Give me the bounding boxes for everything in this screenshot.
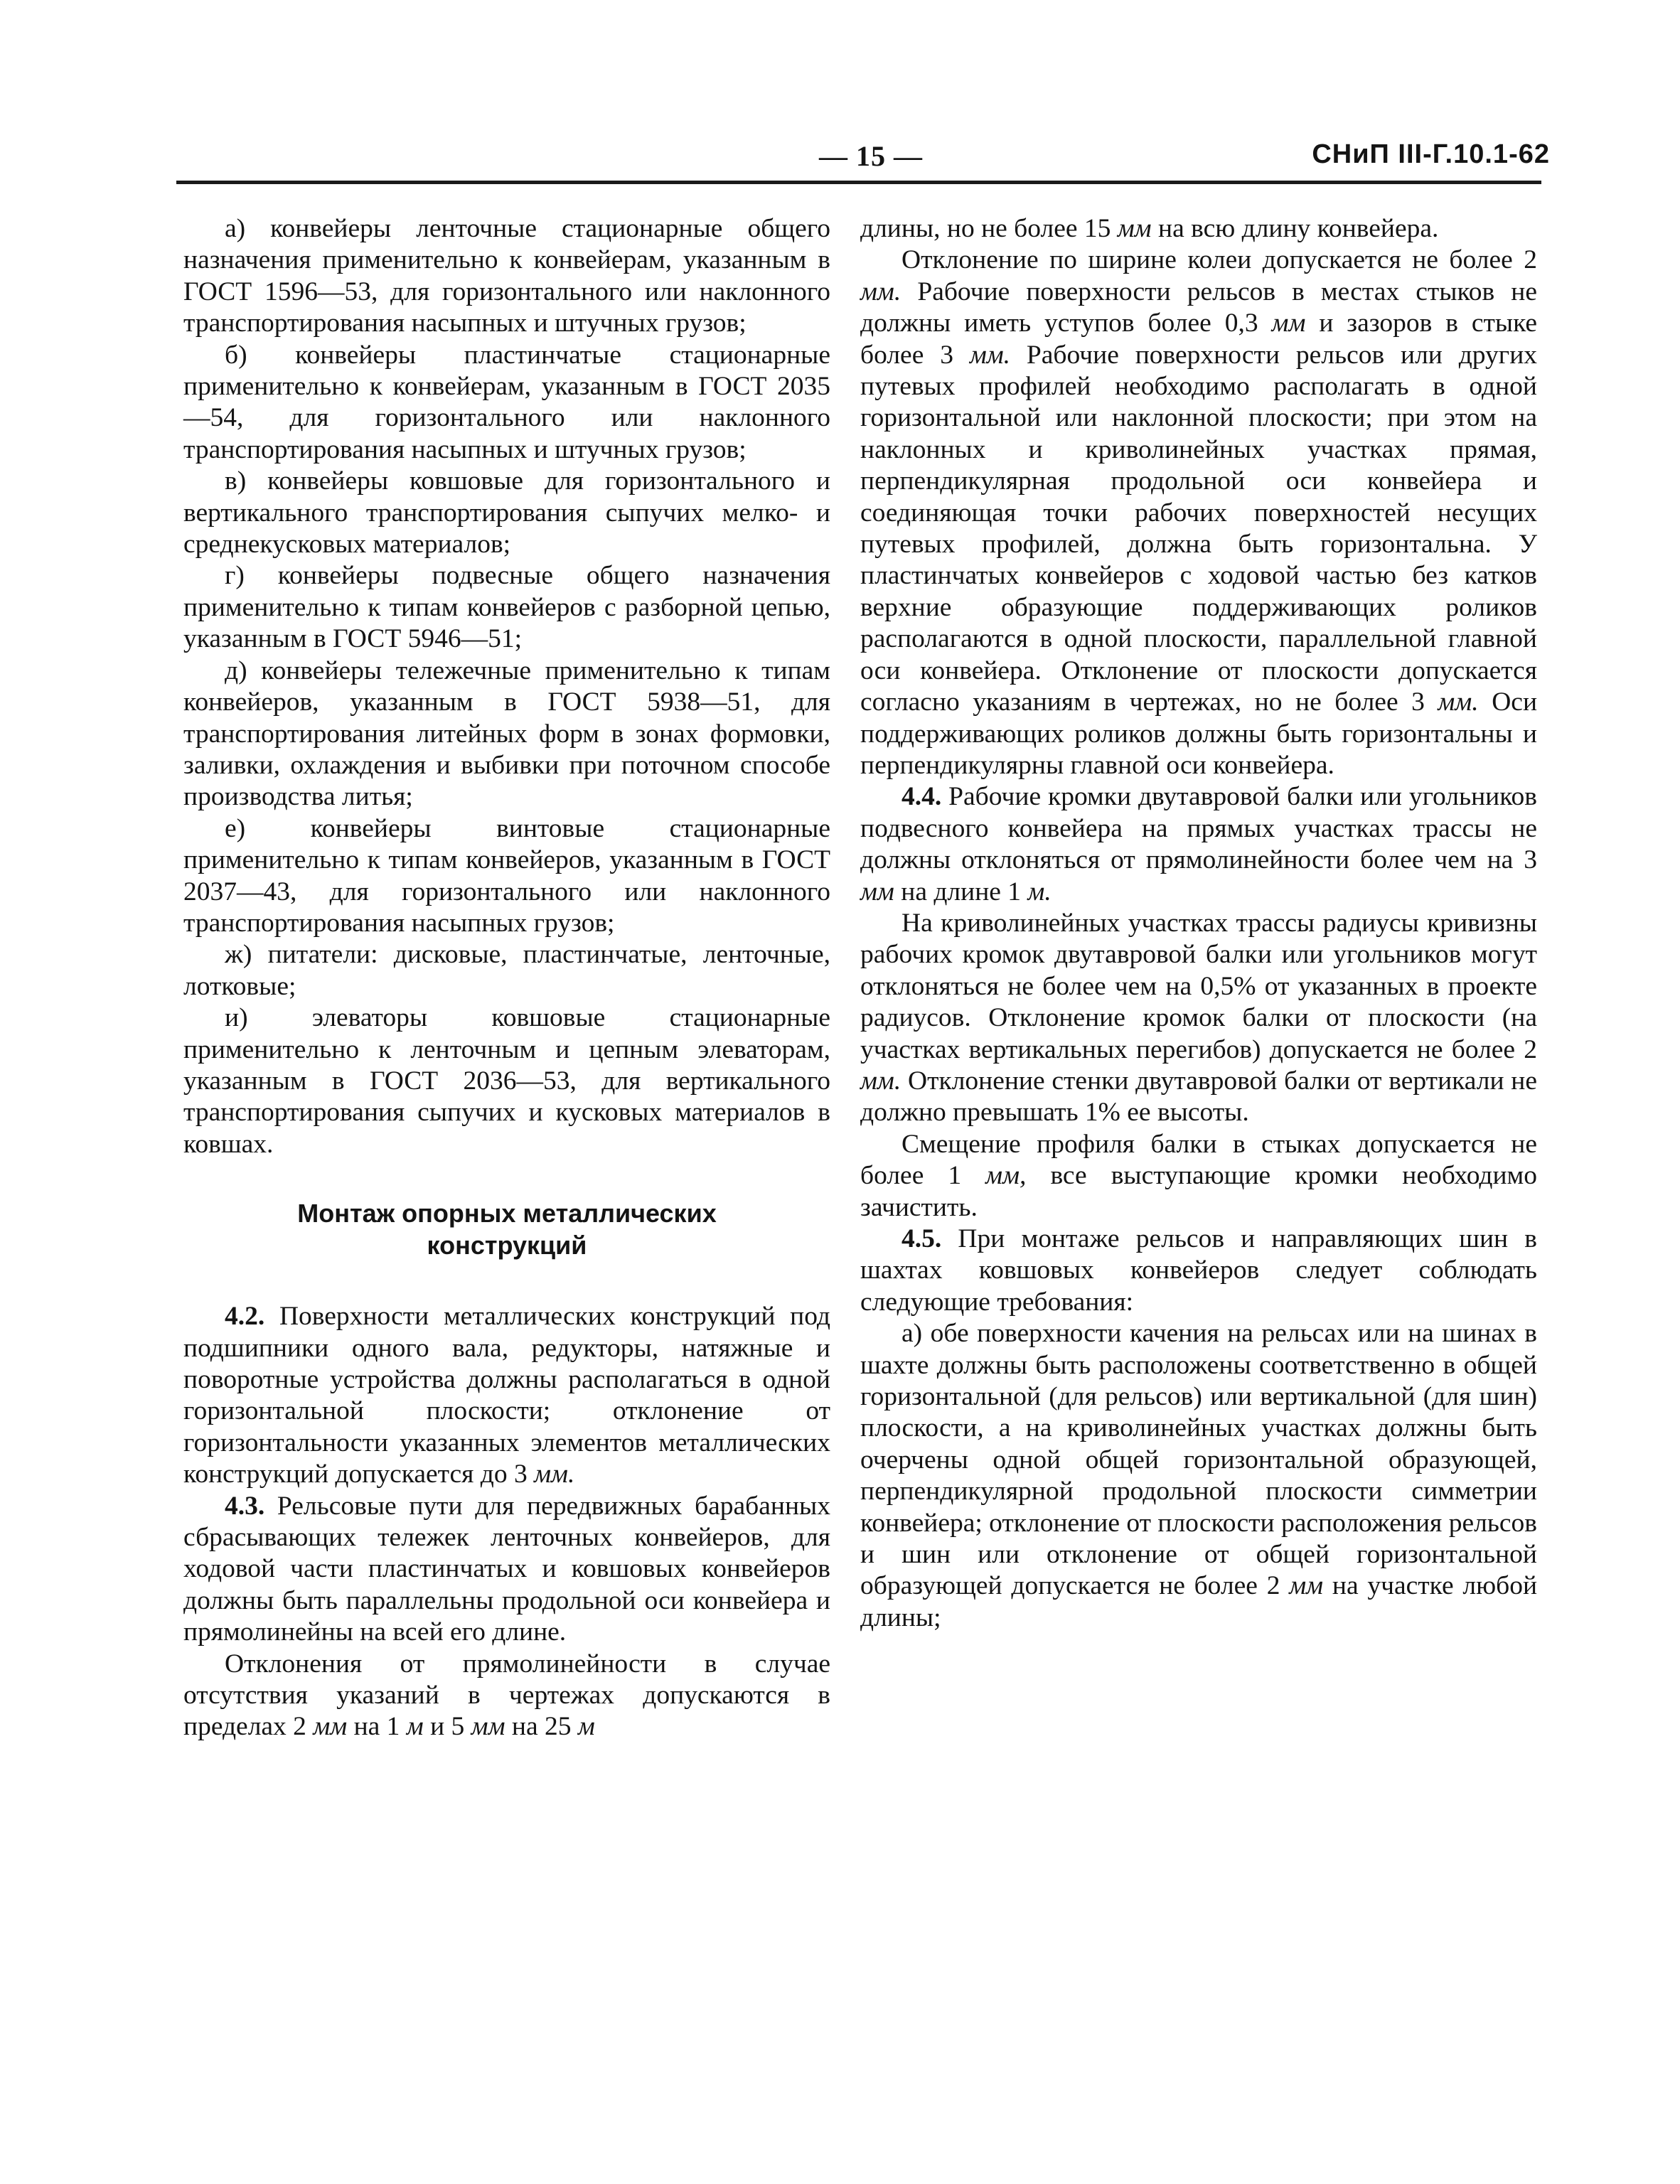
paragraph-text: Рабочие поверхности рельсов или других путевых профилей необходимо располагать в одной горизонтальной или наклонной плоскости; при этом на наклонных и криволинейных участках прямая, перпендикулярная продольной оси конвейера и соединяющая точки рабочих поверхностей несущих путевых профилей, должна быть горизонтальна. У пластинчатых конвейеров с ходовой частью без катков верхние образующие поддерживающих роликов располагаются в одной плоскости, параллельной главной оси конвейера. Отклонение от плоскости допускается согласно указаниям в чертежах, но не более 3	[860, 340, 1538, 717]
paragraph-4-2	[183, 1301, 830, 1490]
list-item: в) конвейеры ковшовые для горизонтального и вертикального транспортирования сыпучих мелко- и среднекусковых материалов;	[183, 466, 830, 560]
document-code: СНиП III-Г.10.1-62	[1312, 139, 1550, 169]
paragraph-4-4	[860, 781, 1537, 908]
paragraph-text: Отклонения от прямолинейности в случае отсутствия указаний в чертежах допускаются в пределах 2	[183, 1649, 830, 1742]
paragraph-text: на всю длину конвейера.	[1158, 214, 1439, 243]
paragraph-text: Поверхности металлических конструкций под подшипники одного вала, редукторы, натяжные и поворотные устройства должны располагаться в одной горизонтальной плоскости; отклонение от горизонтальности указанных элементов металлических конструкций допускается до 3	[183, 1302, 830, 1489]
unit-label: м	[577, 1712, 595, 1742]
unit-label: мм	[1271, 309, 1306, 338]
unit-label: мм.	[969, 340, 1011, 370]
page-header	[178, 139, 1564, 182]
paragraph-text: а) обе поверхности качения на рельсах или на шинах в шахте должны быть расположены соответственно в общей горизонтальной (для рельсов) или вертикальной (для шин) плоскости, а на криволинейных участках должны быть очерчены одной общей горизонтальной образующей, перпендикулярной продольной плоскости симметрии конвейера; отклонение от плоскости расположения рельсов и шин или отклонение от общей горизонтальной образующей допускается не более 2	[860, 1319, 1537, 1601]
list-item: а) конвейеры ленточные стационарные общего назначения применительно к конвейерам, указанным в ГОСТ 1596—53, для горизонтального или наклонного транспортирования насыпных и штучных грузов;	[183, 214, 830, 338]
paragraph-shift	[860, 1129, 1537, 1224]
unit-label: м.	[1027, 877, 1052, 906]
list-item: б) конвейеры пластинчатые стационарные применительно к конвейерам, указанным в ГОСТ 2035—54, для горизонтального или наклонного транспортирования насыпных и штучных грузов;	[183, 340, 830, 464]
clause-number: 4.2.	[225, 1302, 265, 1332]
paragraph-text: на 25	[511, 1712, 572, 1742]
paragraph-text: При монтаже рельсов и направляющих шин в шахтах ковшовых конвейеров следует соблюдать следующие требования:	[860, 1224, 1537, 1317]
list-item: г) конвейеры подвесные общего назначения применительно к типам конвейеров с разборной цепью, указанным в ГОСТ 5946—51;	[183, 561, 830, 654]
left-column	[183, 213, 830, 1743]
paragraph-text: и зазоров в стыке более 3	[860, 309, 1537, 370]
section-heading: Монтаж опорных металлических конструкций	[297, 1199, 717, 1260]
header-divider	[176, 181, 1541, 184]
paragraph-text: все выступающие кромки необходимо зачистить.	[860, 1161, 1538, 1222]
unit-label: мм.	[860, 277, 901, 306]
unit-label: мм	[471, 1712, 505, 1742]
clause-number: 4.5.	[901, 1224, 942, 1253]
list-item: и) элеваторы ковшовые стационарные применительно к ленточным и цепным элеваторам, указанным в ГОСТ 2036—53, для вертикального транспортирования сыпучих и кусковых материалов в ковшах.	[183, 1003, 830, 1159]
paragraph-4-3	[183, 1491, 830, 1649]
paragraph-text: Рабочие кромки двутавровой балки или угольников подвесного конвейера на прямых участках трассы не должны отклоняться от прямолинейности более чем на 3	[860, 782, 1537, 875]
paragraph-text: на длине 1	[901, 877, 1022, 906]
clause-number: 4.3.	[225, 1491, 265, 1521]
paragraph-gauge	[860, 245, 1537, 781]
clause-number: 4.4.	[901, 782, 942, 812]
paragraph-text: Отклонение по ширине колеи допускается не более 2	[901, 245, 1537, 275]
paragraph-text: Смещение профиля балки в стыках допускается не более 1	[860, 1129, 1537, 1191]
paragraph-text: и 5	[430, 1712, 465, 1742]
paragraph-4-5	[860, 1224, 1537, 1318]
unit-label: мм.	[1438, 687, 1479, 717]
paragraph-text: на участке любой длины;	[860, 1571, 1538, 1632]
right-column	[860, 213, 1537, 1634]
paragraph-deviation	[183, 1649, 830, 1743]
paragraph-curves	[860, 908, 1537, 1129]
paragraph-text: на 1	[353, 1712, 400, 1742]
paragraph-text: Оси поддерживающих роликов должны быть горизонтальны и перпендикулярны главной оси конвейера.	[860, 687, 1538, 780]
paragraph-text: Рабочие поверхности рельсов в местах стыков не должны иметь уступов более 0,3	[860, 277, 1538, 338]
paragraph-continuation	[860, 213, 1537, 245]
unit-label: мм.	[860, 1066, 901, 1096]
list-item: д) конвейеры тележечные применительно к типам конвейеров, указанным в ГОСТ 5938—51, для транспортирования литейных форм в зонах формовки, заливки, охлаждения и выбивки при поточном способе производства литья;	[183, 655, 830, 812]
list-item	[860, 1318, 1537, 1634]
paragraph-text: длины, но не более 15	[860, 214, 1111, 243]
unit-label: мм	[1117, 214, 1152, 243]
list-item: е) конвейеры винтовые стационарные применительно к типам конвейеров, указанным в ГОСТ 2037—43, для горизонтального или наклонного транспортирования насыпных грузов;	[183, 813, 830, 938]
unit-label: м	[406, 1712, 424, 1742]
unit-label: мм.	[534, 1460, 575, 1489]
page-number: — 15 —	[819, 140, 923, 172]
unit-label: мм,	[985, 1161, 1027, 1191]
list-item: ж) питатели: дисковые, пластинчатые, ленточные, лотковые;	[183, 940, 830, 1001]
unit-label: мм	[1289, 1571, 1324, 1601]
paragraph-text: Отклонение стенки двутавровой балки от вертикали не должно превышать 1% ее высоты.	[860, 1066, 1538, 1128]
paragraph-text: Рельсовые пути для передвижных барабанных сбрасывающих тележек ленточных конвейеров, для ходовой части пластинчатых и ковшовых конвейеров должны быть параллельны продольной оси конвейера и прямолинейны на всей его длине.	[183, 1491, 830, 1647]
unit-label: мм	[313, 1712, 348, 1742]
unit-label: мм	[860, 877, 894, 906]
paragraph-text: На криволинейных участках трассы радиусы кривизны рабочих кромок двутавровой балки или угольников могут отклоняться не более чем на 0,5% от указанных в проекте радиусов. Отклонение кромок балки от плоскости (на участках вертикальных перегибов) допускается не более 2	[860, 908, 1537, 1064]
